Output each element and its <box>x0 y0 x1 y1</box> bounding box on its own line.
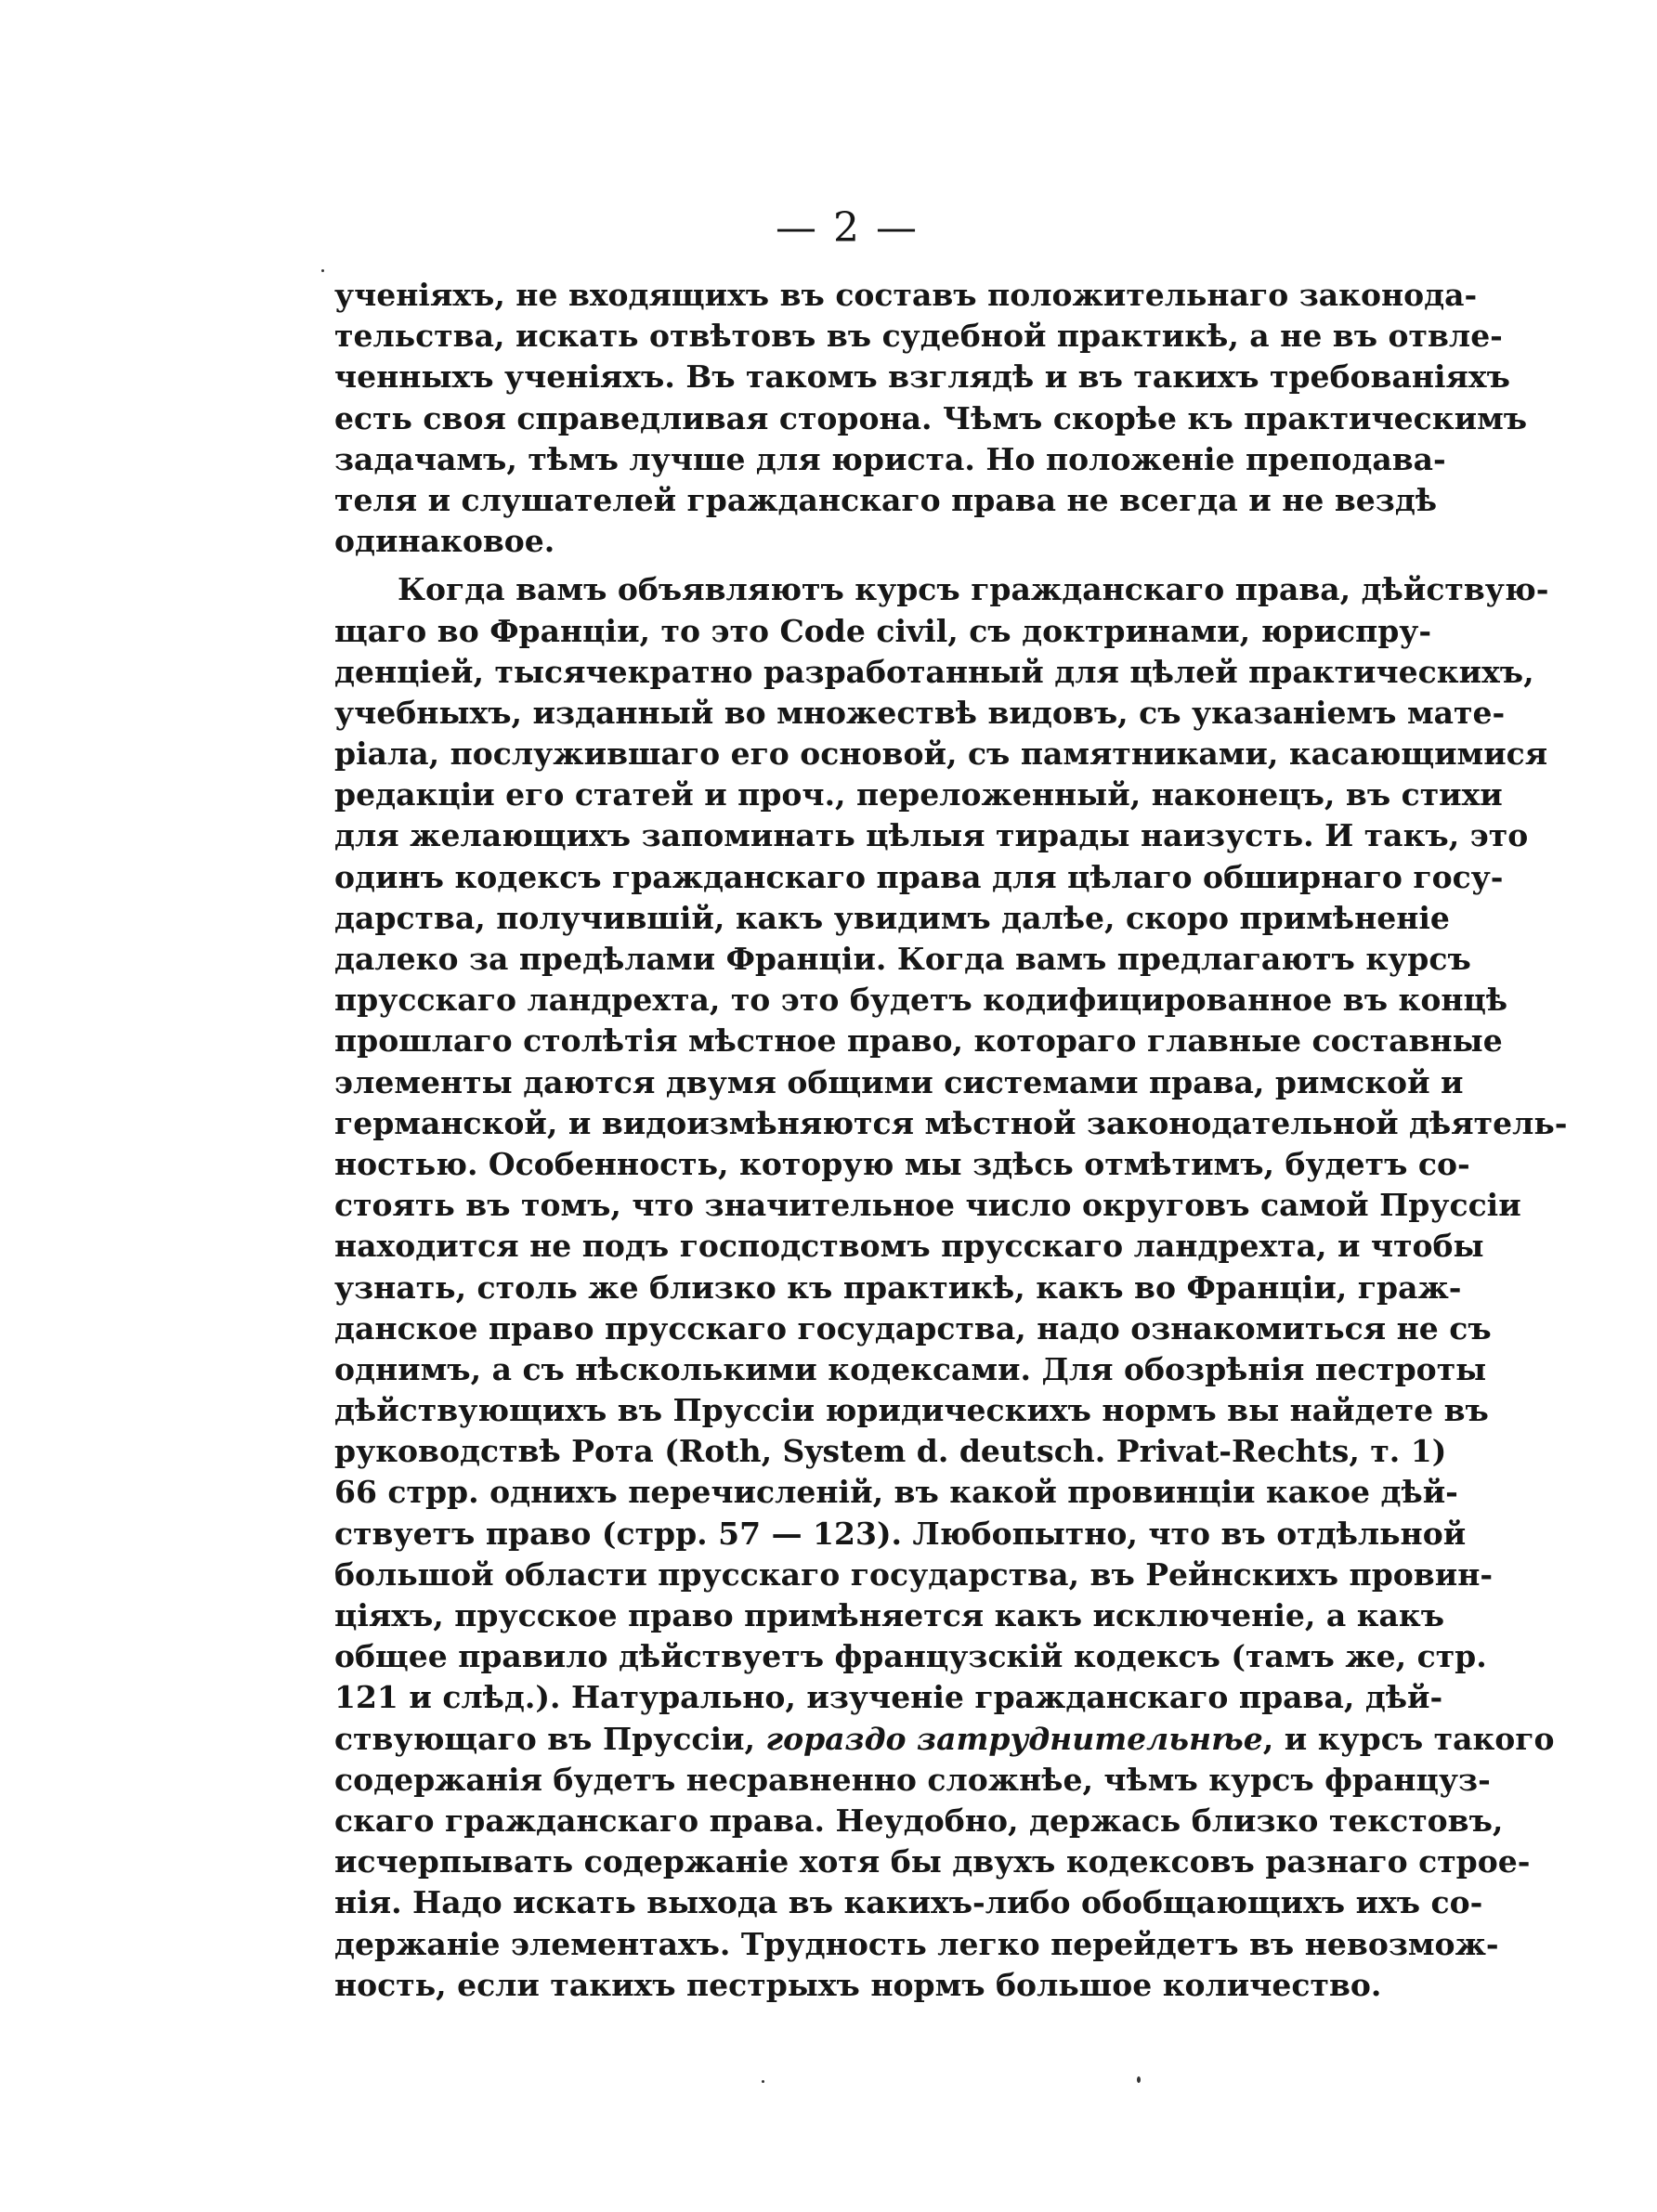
text-line: однимъ, а съ нѣсколькими кодексами. Для обозрѣнія пестроты <box>334 1350 1487 1387</box>
text-line: стоять въ томъ, что значительное число округовъ самой Пруссіи <box>334 1187 1521 1224</box>
text-line: дарства, получившій, какъ увидимъ далѣе, скоро примѣненіе <box>334 899 1450 936</box>
text-line: держаніе элементахъ. Трудность легко перейдетъ въ невозмож- <box>334 1925 1499 1962</box>
text-line: скаго гражданскаго права. Неудобно, держась близко текстовъ, <box>334 1802 1504 1839</box>
text-line: ность, если такихъ пестрыхъ нормъ большое количество. <box>334 1966 1382 2003</box>
text-line: ріала, послужившаго его основой, съ памятниками, касающимися <box>334 735 1548 773</box>
text-line: руководствѣ Рота (Roth, System d. deutsch. Privat-Rechts, т. 1) <box>334 1433 1447 1470</box>
text-line: узнать, столь же близко къ практикѣ, какъ во Франціи, граж- <box>334 1269 1462 1306</box>
paragraph-2 <box>334 569 1568 2006</box>
text-line: тельства, искать отвѣтовъ въ судебной практикѣ, а не въ отвле- <box>334 318 1503 355</box>
text-line: дѣйствующихъ въ Пруссіи юридическихъ нормъ вы найдете въ <box>334 1392 1489 1429</box>
text-line: общее правило дѣйствуетъ французскій кодексъ (тамъ же, стр. <box>334 1638 1487 1675</box>
text-line: ученіяхъ, не входящихъ въ составъ положительнаго законода- <box>334 277 1478 313</box>
paragraph-gap <box>334 562 1373 569</box>
text-segment: , и курсъ такого <box>1262 1720 1555 1757</box>
text-line: элементы даются двумя общими системами права, римской и <box>334 1063 1464 1100</box>
text-line: щаго во Франціи, то это Code civil, съ доктринами, юриспру- <box>334 612 1432 649</box>
text-line: теля и слушателей гражданскаго права не всегда и не вездѣ <box>334 481 1438 518</box>
text-line: Когда вамъ объявляютъ курсъ гражданскаго права, дѣйствую- <box>398 571 1549 608</box>
text-line: исчерпывать содержаніе хотя бы двухъ кодексовъ разнаго строе- <box>334 1843 1531 1880</box>
text-line: есть своя справедливая сторона. Чѣмъ скорѣе къ практическимъ <box>334 399 1528 436</box>
text-line: одинъ кодексъ гражданскаго права для цѣлаго обширнаго госу- <box>334 858 1504 895</box>
page-number: — 2 — <box>776 204 919 252</box>
text-line: 66 стрр. однихъ перечисленій, въ какой провинціи какое дѣй- <box>334 1474 1458 1511</box>
emphasis-text: гораздо затруднительнѣе <box>765 1720 1263 1757</box>
text-line: денціей, тысячекратно разработанный для цѣлей практическихъ, <box>334 653 1534 690</box>
scan-speck <box>321 269 324 272</box>
text-segment: ствующаго въ Пруссіи, <box>334 1720 766 1757</box>
text-line: ціяхъ, прусское право примѣняется какъ исключеніе, а какъ <box>334 1597 1445 1633</box>
scan-speck <box>762 2080 764 2083</box>
text-line: для желающихъ запоминать цѣлыя тирады наизусть. И такъ, это <box>334 817 1529 854</box>
text-line: ностью. Особенность, которую мы здѣсь отмѣтимъ, будетъ со- <box>334 1145 1470 1182</box>
text-line: германской, и видоизмѣняются мѣстной законодательной дѣятель- <box>334 1104 1568 1141</box>
body-text <box>334 275 1568 2006</box>
text-line: задачамъ, тѣмъ лучше для юриста. Но положеніе преподава- <box>334 440 1446 477</box>
text-line: одинаковое. <box>334 523 555 560</box>
text-line: большой области прусскаго государства, въ Рейнскихъ провин- <box>334 1555 1494 1593</box>
text-line: нія. Надо искать выхода въ какихъ-либо обобщающихъ ихъ со- <box>334 1884 1483 1921</box>
text-line: далеко за предѣлами Франціи. Когда вамъ предлагаютъ курсъ <box>334 941 1471 977</box>
text-line: ствуетъ право (стрр. 57 — 123). Любопытно, что въ отдѣльной <box>334 1515 1467 1552</box>
text-line: редакціи его статей и проч., переложенный, наконецъ, въ стихи <box>334 776 1503 813</box>
text-line: учебныхъ, изданный во множествѣ видовъ, съ указаніемъ мате- <box>334 694 1506 731</box>
text-line: содержанія будетъ несравненно сложнѣе, чѣмъ курсъ француз- <box>334 1761 1491 1798</box>
text-line: данское право прусскаго государства, надо ознакомиться не съ <box>334 1309 1492 1347</box>
text-line: прусскаго ландрехта, то это будетъ кодифицированное въ концѣ <box>334 982 1508 1019</box>
scan-speck <box>1137 2076 1141 2083</box>
text-line: находится не подъ господствомъ прусскаго ландрехта, и чтобы <box>334 1228 1484 1265</box>
text-line-with-emphasis <box>334 1719 1555 1760</box>
text-line: прошлаго столѣтія мѣстное право, котораго главные составные <box>334 1022 1503 1060</box>
paragraph-1 <box>334 275 1528 562</box>
text-line: 121 и слѣд.). Натурально, изученіе гражданскаго права, дѣй- <box>334 1679 1443 1716</box>
text-line: ченныхъ ученіяхъ. Въ такомъ взглядѣ и въ такихъ требованіяхъ <box>334 358 1510 396</box>
